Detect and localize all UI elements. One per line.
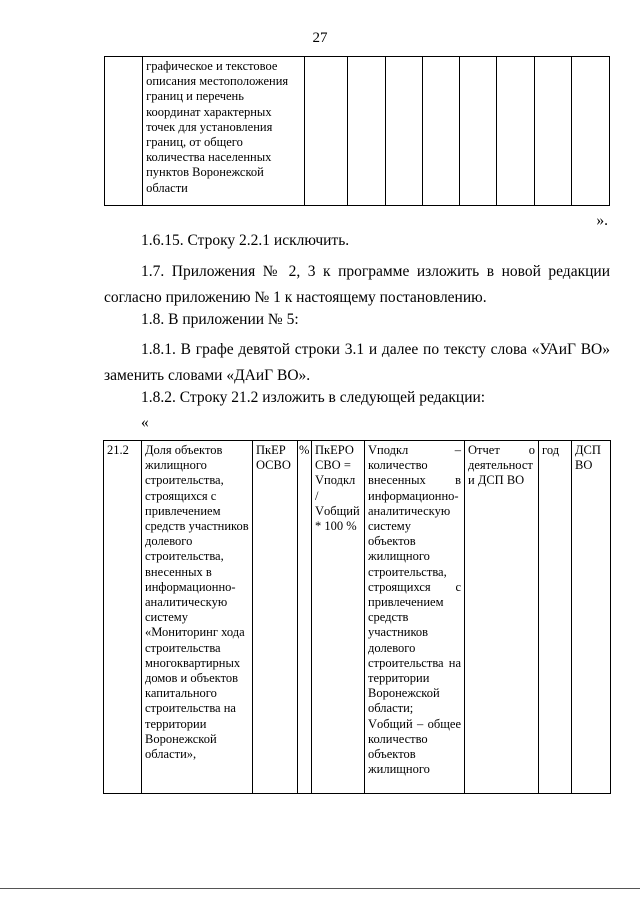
table-row: [104, 441, 611, 794]
page-number: 27: [312, 30, 328, 46]
table-cell: [534, 57, 571, 206]
bottom-rule: [0, 888, 640, 889]
indicator-table: [103, 440, 611, 794]
table-cell: [496, 57, 534, 206]
continuation-table: [104, 56, 610, 206]
table-cell: [422, 57, 459, 206]
table-cell: [459, 57, 496, 206]
closing-quote: ».: [596, 212, 608, 229]
table-cell: [348, 57, 385, 206]
source-cell: Отчет о деятельност и ДСП ВО: [465, 441, 539, 794]
open-quote: «: [141, 414, 149, 431]
unit-cell: %: [298, 441, 312, 794]
formula-explanation-cell: Vподкл – количество внесенных в информационно-аналитическую систему объектов жилищного строительства, строящихся с привлечением средств участников долевого строительства на территории Воронежской области; Vобщий – общее количество объектов жилищного: [365, 441, 465, 794]
formula-cell: ПкЕРО СВО = Vподкл / Vобщий * 100 %: [312, 441, 365, 794]
table-cell: [105, 57, 143, 206]
indicator-code-cell: ПкЕР ОСВО: [253, 441, 298, 794]
periodicity-cell: год: [539, 441, 572, 794]
indicator-description-cell: графическое и текстовое описания местоположения границ и перечень координат характерных точек для установления границ, от общего количества населенных пунктов Воронежской области: [143, 57, 305, 206]
table-cell: [385, 57, 422, 206]
table-cell: [571, 57, 609, 206]
responsible-cell: ДСП ВО: [572, 441, 611, 794]
table-cell: [305, 57, 348, 206]
table-row: [105, 57, 610, 206]
row-number-cell: 21.2: [104, 441, 142, 794]
indicator-name-cell: Доля объектов жилищного строительства, строящихся с привлечением средств участников долевого строительства, внесенных в информационно-аналитическую систему «Мониторинг хода строительства многоквартирных домов и объектов капитального строительства на территории Воронежской области»,: [142, 441, 253, 794]
paragraph-1-8-2: 1.8.2. Строку 21.2 изложить в следующей редакции:: [141, 389, 486, 406]
paragraph-1-7: 1.7. Приложения № 2, 3 к программе изложить в новой редакции согласно приложению № 1 к настоящему постановлению.: [104, 263, 610, 306]
paragraph-1-8-1: 1.8.1. В графе девятой строки 3.1 и далее по тексту слова «УАиГ ВО» заменить словами «ДАиГ ВО».: [104, 341, 610, 384]
paragraph-1-6-15: 1.6.15. Строку 2.2.1 исключить.: [141, 232, 350, 249]
paragraph-1-8: 1.8. В приложении № 5:: [141, 311, 299, 328]
